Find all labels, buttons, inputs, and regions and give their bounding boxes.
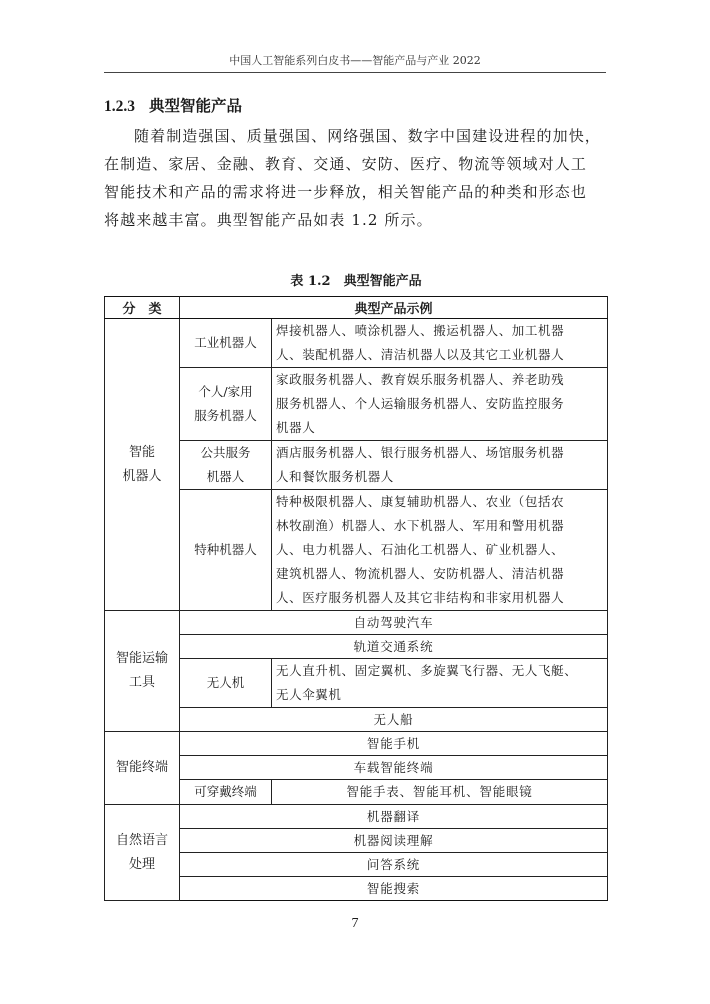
subcategory-cell: 可穿戴终端: [180, 780, 272, 805]
example-cell: 酒店服务机器人、银行服务机器人、场馆服务机器 人和餐饮服务机器人: [272, 441, 608, 490]
category-cell: 智能 机器人: [105, 319, 180, 611]
subcategory-cell: 无人机: [180, 659, 272, 708]
table-row: [105, 611, 608, 635]
section-title: 典型智能产品: [149, 96, 243, 115]
example-cell: 轨道交通系统: [180, 635, 608, 659]
category-cell: 智能终端: [105, 732, 180, 805]
table-row: [105, 756, 608, 780]
table-row: [105, 319, 608, 368]
example-cell: 问答系统: [180, 853, 608, 877]
example-cell: 无人船: [180, 708, 608, 732]
table-row: [105, 368, 608, 441]
example-cell: 特种极限机器人、康复辅助机器人、农业（包括农 林牧副渔）机器人、水下机器人、军用和警用机器 人、电力机器人、石油化工机器人、矿业机器人、 建筑机器人、物流机器人、安防机器人、清洁机器 人、医疗服务机器人及其它非结构和非家用机器人: [272, 490, 608, 611]
table-row: [105, 490, 608, 611]
subcategory-cell: 特种机器人: [180, 490, 272, 611]
table-row: [105, 829, 608, 853]
table-row: [105, 780, 608, 805]
table-row: [105, 805, 608, 829]
header-divider: [104, 72, 606, 73]
table-row: [105, 635, 608, 659]
example-cell: 车载智能终端: [180, 756, 608, 780]
table-row: [105, 853, 608, 877]
section-heading: [104, 95, 242, 118]
paragraph-line: 将越来越丰富。典型智能产品如表 1.2 所示。: [104, 211, 433, 229]
category-cell: 自然语言 处理: [105, 805, 180, 901]
column-header-examples: 典型产品示例: [180, 297, 608, 319]
example-cell: 无人直升机、固定翼机、多旋翼飞行器、无人飞艇、 无人伞翼机: [272, 659, 608, 708]
body-paragraph: [104, 122, 608, 234]
example-cell: 智能手表、智能耳机、智能眼镜: [272, 780, 608, 805]
page-number: 7: [351, 916, 359, 931]
subcategory-cell: 个人/家用 服务机器人: [180, 368, 272, 441]
typical-products-table: [104, 296, 608, 901]
table-caption: 表 1.2 典型智能产品: [290, 274, 422, 289]
paragraph-line: 智能技术和产品的需求将进一步释放，相关智能产品的种类和形态也: [104, 183, 588, 201]
paragraph-line: 随着制造强国、质量强国、网络强国、数字中国建设进程的加快，: [134, 127, 601, 145]
table-row: [105, 659, 608, 708]
paragraph-line: 在制造、家居、金融、教育、交通、安防、医疗、物流等领域对人工: [104, 155, 588, 173]
subcategory-cell: 工业机器人: [180, 319, 272, 368]
table-row: [105, 732, 608, 756]
example-cell: 智能搜索: [180, 877, 608, 901]
table-row: [105, 877, 608, 901]
example-cell: 智能手机: [180, 732, 608, 756]
section-number: 1.2.3: [104, 98, 135, 115]
column-header-category: 分 类: [105, 297, 180, 319]
subcategory-cell: 公共服务 机器人: [180, 441, 272, 490]
table-header-row: [105, 297, 608, 319]
running-header: 中国人工智能系列白皮书——智能产品与产业 2022: [229, 54, 481, 67]
example-cell: 自动驾驶汽车: [180, 611, 608, 635]
example-cell: 机器翻译: [180, 805, 608, 829]
example-cell: 家政服务机器人、教育娱乐服务机器人、养老助残 服务机器人、个人运输服务机器人、安防监控服务 机器人: [272, 368, 608, 441]
example-cell: 机器阅读理解: [180, 829, 608, 853]
table-row: [105, 441, 608, 490]
category-cell: 智能运输 工具: [105, 611, 180, 732]
example-cell: 焊接机器人、喷涂机器人、搬运机器人、加工机器 人、装配机器人、清洁机器人以及其它工业机器人: [272, 319, 608, 368]
table-row: [105, 708, 608, 732]
